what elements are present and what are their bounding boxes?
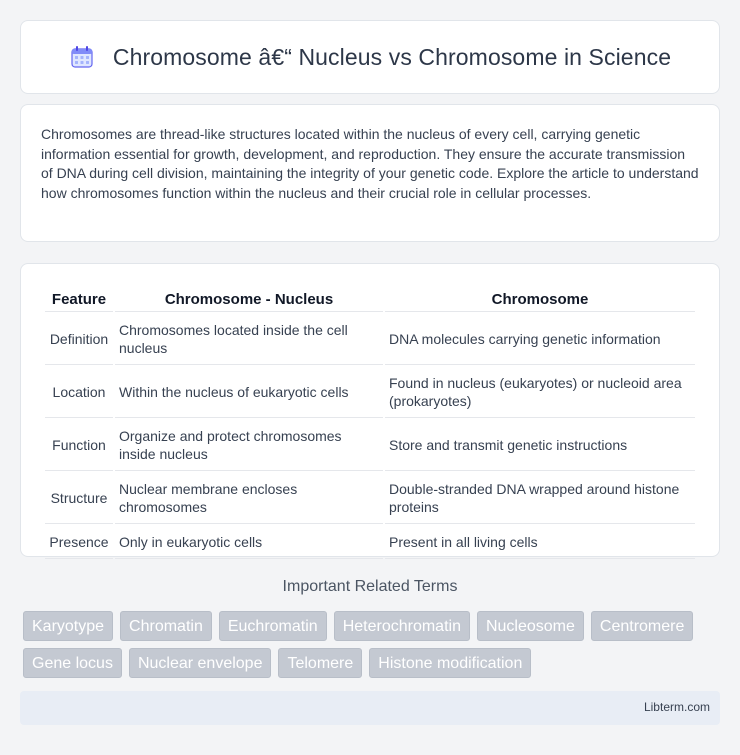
page-title: Chromosome â€“ Nucleus vs Chromosome in Science — [112, 43, 672, 70]
table-row — [45, 473, 695, 524]
table-row — [45, 367, 695, 418]
table-header-row — [45, 286, 695, 312]
row-chromosome-value: Present in all living cells — [385, 526, 695, 559]
term-tag[interactable]: Heterochromatin — [334, 611, 470, 641]
row-nucleus-value: Organize and protect chromosomes inside nucleus — [115, 420, 383, 471]
calendar-icon — [69, 44, 95, 70]
header-feature: Feature — [45, 286, 113, 312]
header-card — [20, 20, 720, 94]
term-tag[interactable]: Euchromatin — [219, 611, 327, 641]
term-tag[interactable]: Karyotype — [23, 611, 113, 641]
row-nucleus-value: Nuclear membrane encloses chromosomes — [115, 473, 383, 524]
related-terms-list — [23, 611, 723, 678]
term-tag[interactable]: Nuclear envelope — [129, 648, 272, 678]
row-chromosome-value: Store and transmit genetic instructions — [385, 420, 695, 471]
term-tag[interactable]: Chromatin — [120, 611, 212, 641]
table-row — [45, 314, 695, 365]
table-row — [45, 420, 695, 471]
row-feature: Structure — [45, 473, 113, 524]
footer — [20, 691, 720, 725]
term-tag[interactable]: Gene locus — [23, 648, 122, 678]
header-chromosome-nucleus: Chromosome - Nucleus — [115, 286, 383, 312]
term-tag[interactable]: Telomere — [278, 648, 362, 678]
row-feature: Presence — [45, 526, 113, 559]
comparison-table-card — [20, 263, 720, 557]
row-nucleus-value: Only in eukaryotic cells — [115, 526, 383, 559]
term-tag[interactable]: Centromere — [591, 611, 693, 641]
term-tag[interactable]: Nucleosome — [477, 611, 584, 641]
footer-site-link[interactable]: Libterm.com — [643, 700, 710, 714]
row-nucleus-value: Within the nucleus of eukaryotic cells — [115, 367, 383, 418]
row-feature: Function — [45, 420, 113, 471]
row-chromosome-value: Found in nucleus (eukaryotes) or nucleoid area (prokaryotes) — [385, 367, 695, 418]
header-chromosome: Chromosome — [385, 286, 695, 312]
intro-text: Chromosomes are thread-like structures located within the nucleus of every cell, carrying genetic information essential for growth, development, and reproduction. They ensure the accurate transmission of DNA during cell division, maintaining the integrity of your genetic code. Explore the article to understand how chromosomes function within the nucleus and their crucial role in cellular processes. — [41, 126, 699, 201]
row-chromosome-value: Double-stranded DNA wrapped around histone proteins — [385, 473, 695, 524]
intro-card — [20, 104, 720, 242]
row-chromosome-value: DNA molecules carrying genetic information — [385, 314, 695, 365]
header — [69, 44, 671, 71]
term-tag[interactable]: Histone modification — [369, 648, 531, 678]
related-terms-title: Important Related Terms — [282, 578, 458, 595]
table-row — [45, 526, 695, 559]
row-feature: Location — [45, 367, 113, 418]
row-nucleus-value: Chromosomes located inside the cell nucleus — [115, 314, 383, 365]
comparison-table — [43, 284, 697, 561]
row-feature: Definition — [45, 314, 113, 365]
